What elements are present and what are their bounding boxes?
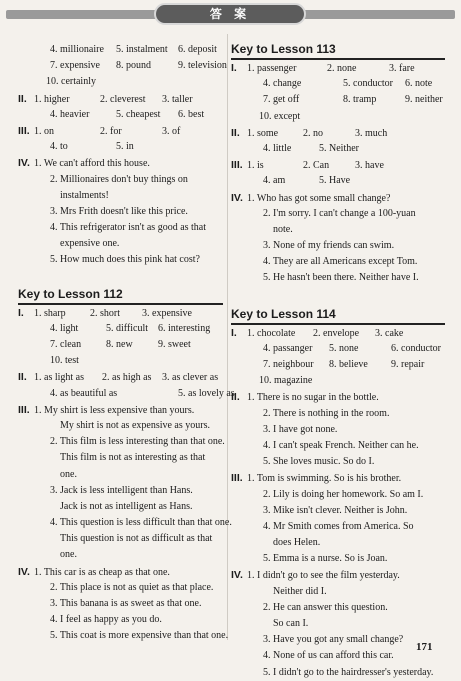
answer-text: 1. on bbox=[34, 125, 54, 137]
answer-text: 3. have bbox=[355, 160, 384, 172]
answer-line bbox=[231, 567, 445, 583]
answer-text: 4. This question is less difficult than that one. bbox=[50, 517, 232, 529]
answer-text: 1. is bbox=[247, 160, 264, 172]
answer-text: This film is not as interesting as that bbox=[60, 452, 206, 464]
answer-text: 4. millionaire bbox=[50, 44, 104, 55]
answer-line bbox=[231, 190, 445, 206]
answer-line bbox=[231, 535, 445, 551]
answer-text: 6. deposit bbox=[178, 44, 217, 55]
answer-line bbox=[231, 325, 445, 341]
answer-text: 2. Lily is doing her homework. So am I. bbox=[263, 488, 424, 500]
answer-line bbox=[18, 596, 223, 612]
answer-line bbox=[18, 434, 223, 450]
page-header bbox=[6, 2, 455, 28]
answer-text: 7. expensive bbox=[50, 60, 100, 72]
answer-text: 4. They are all Americans except Tom. bbox=[263, 256, 418, 268]
answer-text: 7. neighbour bbox=[263, 359, 314, 370]
answer-line bbox=[231, 125, 445, 141]
answer-text: 4. Mr Smith comes from America. So bbox=[263, 520, 414, 532]
answer-text: 4. little bbox=[263, 142, 292, 154]
answer-line bbox=[231, 341, 445, 357]
lesson-113-heading: Key to Lesson 113 bbox=[231, 42, 445, 60]
answer-line bbox=[231, 438, 445, 454]
answer-line bbox=[18, 172, 223, 188]
answer-line bbox=[231, 141, 445, 157]
answer-text: 5. Have bbox=[319, 175, 351, 187]
right-column bbox=[231, 42, 445, 681]
answer-text: 9. repair bbox=[391, 359, 425, 370]
answer-text: 3. Mike isn't clever. Neither is John. bbox=[263, 504, 408, 516]
answer-text: 6. conductor bbox=[391, 342, 441, 354]
header-title: 答 案 bbox=[154, 3, 306, 25]
answer-text: 2. cleverest bbox=[100, 93, 146, 105]
answer-line bbox=[231, 254, 445, 270]
answer-text: 4. passanger bbox=[263, 342, 313, 354]
answer-line bbox=[18, 386, 235, 402]
answer-line bbox=[18, 42, 223, 58]
answer-text: 5. This coat is more expensive than that one. bbox=[50, 630, 229, 642]
answer-line bbox=[18, 74, 223, 90]
answer-line bbox=[231, 470, 445, 486]
answer-line bbox=[231, 584, 445, 600]
answer-line bbox=[18, 91, 223, 107]
answer-line bbox=[18, 418, 223, 434]
answer-line bbox=[231, 665, 445, 681]
answer-text: 5. How much does this pink hat cost? bbox=[50, 254, 200, 266]
answer-text: 3. as clever as bbox=[162, 372, 219, 384]
section-numeral: I. bbox=[18, 306, 24, 319]
answer-text: 1. This car is as cheap as that one. bbox=[34, 566, 170, 578]
answer-line bbox=[231, 157, 445, 173]
answer-text: 2. Can bbox=[303, 160, 330, 172]
section-numeral: II. bbox=[18, 371, 27, 384]
answer-line bbox=[18, 252, 223, 268]
answer-line bbox=[18, 580, 223, 596]
answer-line bbox=[18, 353, 223, 369]
answer-text: 1. some bbox=[247, 127, 279, 139]
answer-text: 3. fare bbox=[389, 63, 415, 74]
answer-text: 1. We can't afford this house. bbox=[34, 158, 150, 170]
section-numeral: I. bbox=[231, 326, 237, 339]
answer-text: 2. I'm sorry. I can't change a 100-yuan bbox=[263, 207, 416, 219]
answer-line bbox=[231, 616, 445, 632]
answer-text: 3. I have got none. bbox=[263, 423, 338, 435]
page-number: 171 bbox=[416, 641, 433, 653]
answer-line bbox=[231, 373, 445, 389]
answer-text: 4. This refrigerator isn't as good as that bbox=[50, 222, 207, 234]
answer-text: 9. television bbox=[178, 60, 227, 72]
answer-text: instalments! bbox=[60, 189, 109, 201]
answer-text: 5. none bbox=[329, 342, 359, 354]
answer-line bbox=[231, 222, 445, 238]
answer-text: Neither did I. bbox=[273, 585, 327, 597]
answer-text: 1. There is no sugar in the bottle. bbox=[247, 392, 379, 404]
answer-line bbox=[231, 238, 445, 254]
answer-text: 3. None of my friends can swim. bbox=[263, 240, 395, 252]
answer-text: 9. sweet bbox=[158, 339, 191, 350]
answer-line bbox=[18, 123, 223, 139]
answer-text: Jack is not as intelligent as Hans. bbox=[60, 500, 193, 512]
answer-text: one. bbox=[60, 468, 77, 480]
answer-line bbox=[18, 321, 223, 337]
column-divider bbox=[227, 34, 228, 640]
lesson-114-heading: Key to Lesson 114 bbox=[231, 307, 445, 325]
section-numeral: I. bbox=[231, 62, 237, 74]
answer-text: 3. taller bbox=[162, 93, 193, 105]
answer-line bbox=[18, 236, 223, 252]
answer-text: 1. as light as bbox=[34, 372, 84, 384]
answer-text: 5. in bbox=[116, 141, 134, 153]
answer-text: 4. change bbox=[263, 78, 302, 90]
answer-text: 8. believe bbox=[329, 359, 368, 370]
answer-text: 5. He hasn't been there. Neither have I. bbox=[263, 272, 419, 284]
answer-line bbox=[18, 107, 223, 123]
answer-line bbox=[18, 483, 223, 499]
answer-line bbox=[231, 76, 445, 92]
answer-text: 2. Millionaires don't buy things on bbox=[50, 173, 188, 185]
answer-text: 10. except bbox=[259, 110, 301, 122]
answer-text: one. bbox=[60, 549, 77, 561]
answer-line bbox=[18, 188, 223, 204]
answer-line bbox=[18, 531, 223, 547]
answer-text: 7. clean bbox=[50, 339, 82, 350]
answer-line bbox=[18, 337, 223, 353]
answer-line bbox=[18, 305, 223, 321]
answer-line bbox=[18, 139, 223, 155]
answer-line bbox=[18, 547, 223, 563]
answer-text: 3. cake bbox=[375, 327, 404, 339]
answer-line bbox=[231, 519, 445, 535]
section-numeral: II. bbox=[231, 126, 240, 139]
answer-text: 4. I feel as happy as you do. bbox=[50, 614, 162, 626]
lesson-113-answers bbox=[231, 60, 445, 287]
answer-text: 1. chocolate bbox=[247, 327, 296, 339]
answer-text: 1. higher bbox=[34, 93, 70, 105]
answer-text: 3. Mrs Frith doesn't like this price. bbox=[50, 205, 188, 217]
answer-text: 5. I didn't go to the hairdresser's yesterday. bbox=[263, 666, 434, 678]
answer-line bbox=[18, 450, 223, 466]
answer-line bbox=[231, 406, 445, 422]
answer-text: 10. test bbox=[50, 355, 79, 367]
answer-line bbox=[231, 422, 445, 438]
lesson-112-heading: Key to Lesson 112 bbox=[18, 287, 223, 305]
answer-line bbox=[231, 60, 445, 76]
answer-text: 10. magazine bbox=[259, 375, 313, 387]
answer-line bbox=[231, 173, 445, 189]
answer-text: 2. This place is not as quiet as that place. bbox=[50, 581, 214, 593]
answer-text: 8. tramp bbox=[343, 94, 377, 106]
answer-line bbox=[231, 270, 445, 286]
answer-line bbox=[18, 220, 223, 236]
section-numeral: III. bbox=[231, 472, 243, 485]
answer-text: 4. light bbox=[50, 322, 79, 334]
answer-text: 6. best bbox=[178, 108, 205, 120]
section-numeral: II. bbox=[18, 92, 27, 105]
answer-text: 2. There is nothing in the room. bbox=[263, 407, 390, 419]
answer-text: 2. This film is less interesting than that one. bbox=[50, 436, 225, 448]
answer-line bbox=[18, 499, 223, 515]
answer-line bbox=[231, 357, 445, 373]
answer-text: 6. note bbox=[405, 78, 433, 90]
lesson-112-answers bbox=[18, 305, 235, 645]
answer-line bbox=[231, 600, 445, 616]
answer-text: 8. pound bbox=[116, 60, 151, 72]
section-numeral: III. bbox=[231, 159, 243, 172]
answer-text: 3. of bbox=[162, 125, 181, 137]
answer-text: 2. envelope bbox=[313, 327, 360, 339]
answer-line bbox=[18, 467, 223, 483]
answer-line bbox=[231, 648, 445, 664]
answer-line bbox=[18, 204, 223, 220]
answer-text: 8. new bbox=[106, 339, 133, 350]
lesson-114-answers bbox=[231, 325, 445, 681]
section-numeral: IV. bbox=[231, 191, 243, 204]
answer-text: 1. Who has got some small change? bbox=[247, 192, 391, 204]
section-numeral: II. bbox=[231, 391, 240, 404]
answer-line bbox=[18, 369, 223, 385]
answer-text: 5. as lovely as bbox=[178, 387, 235, 399]
lesson-111-answers bbox=[18, 42, 227, 269]
answer-text: 2. none bbox=[327, 63, 357, 74]
answer-text: 10. certainly bbox=[46, 76, 96, 88]
answer-line bbox=[231, 551, 445, 567]
section-numeral: III. bbox=[18, 124, 30, 137]
answer-text: 2. short bbox=[90, 307, 120, 319]
answer-text: 9. neither bbox=[405, 94, 443, 106]
answer-line bbox=[18, 402, 223, 418]
answer-line bbox=[18, 155, 223, 171]
answer-text: 7. get off bbox=[263, 94, 300, 106]
answer-text: So can I. bbox=[273, 618, 309, 629]
answer-text: 4. I can't speak French. Neither can he. bbox=[263, 439, 419, 451]
answer-line bbox=[18, 515, 232, 531]
answer-text: 4. heavier bbox=[50, 108, 90, 120]
answer-text: 5. conductor bbox=[343, 78, 393, 90]
answer-line bbox=[18, 628, 229, 644]
answer-line bbox=[231, 206, 445, 222]
answer-line bbox=[231, 109, 445, 125]
answer-text: 5. Emma is a nurse. So is Joan. bbox=[263, 553, 388, 565]
answer-text: 4. to bbox=[50, 141, 68, 153]
answer-text: 4. am bbox=[263, 175, 286, 187]
answer-text: 3. Jack is less intelligent than Hans. bbox=[50, 484, 193, 496]
section-numeral: IV. bbox=[231, 569, 243, 582]
answer-line bbox=[18, 564, 223, 580]
answer-line bbox=[18, 612, 223, 628]
answer-text: 2. He can answer this question. bbox=[263, 601, 388, 613]
answer-text: 3. much bbox=[355, 127, 388, 139]
answer-line bbox=[231, 454, 445, 470]
answer-text: 3. Have you got any small change? bbox=[263, 634, 404, 646]
answer-text: 2. as high as bbox=[102, 372, 152, 384]
answer-text: 1. passenger bbox=[247, 63, 297, 74]
answer-text: 1. sharp bbox=[34, 307, 66, 319]
answer-text: 6. interesting bbox=[158, 322, 211, 334]
answer-text: 2. for bbox=[100, 125, 122, 137]
answer-text: 3. expensive bbox=[142, 307, 192, 319]
answer-text: 5. cheapest bbox=[116, 108, 161, 120]
answer-text: 3. This banana is as sweet as that one. bbox=[50, 598, 202, 609]
answer-text: 5. instalment bbox=[116, 44, 168, 55]
answer-text: 5. difficult bbox=[106, 322, 149, 334]
answer-line bbox=[231, 503, 445, 519]
section-numeral: IV. bbox=[18, 157, 30, 170]
answer-text: note. bbox=[273, 223, 293, 235]
answer-text: 1. I didn't go to see the film yesterday. bbox=[247, 570, 400, 582]
answer-line bbox=[231, 389, 445, 405]
answer-text: 1. My shirt is less expensive than yours. bbox=[34, 404, 195, 416]
answer-text: 4. None of us can afford this car. bbox=[263, 650, 394, 662]
answer-text: 4. as beautiful as bbox=[50, 387, 118, 399]
answer-text: 1. Tom is swimming. So is his brother. bbox=[247, 473, 402, 485]
section-numeral: IV. bbox=[18, 565, 30, 578]
answer-line bbox=[231, 487, 445, 503]
section-numeral: III. bbox=[18, 403, 30, 416]
answer-text: 2. no bbox=[303, 127, 323, 139]
answer-line bbox=[18, 58, 227, 74]
answer-line bbox=[231, 92, 445, 108]
answer-text: My shirt is not as expensive as yours. bbox=[60, 419, 210, 431]
answer-text: does Helen. bbox=[273, 537, 321, 549]
answer-text: 5. Neither bbox=[319, 142, 359, 154]
answer-text: expensive one. bbox=[60, 238, 120, 250]
answer-line bbox=[231, 632, 445, 648]
left-column bbox=[18, 42, 235, 645]
answer-text: This question is not as difficult as that bbox=[60, 533, 213, 545]
answer-text: 5. She loves music. So do I. bbox=[263, 456, 375, 468]
